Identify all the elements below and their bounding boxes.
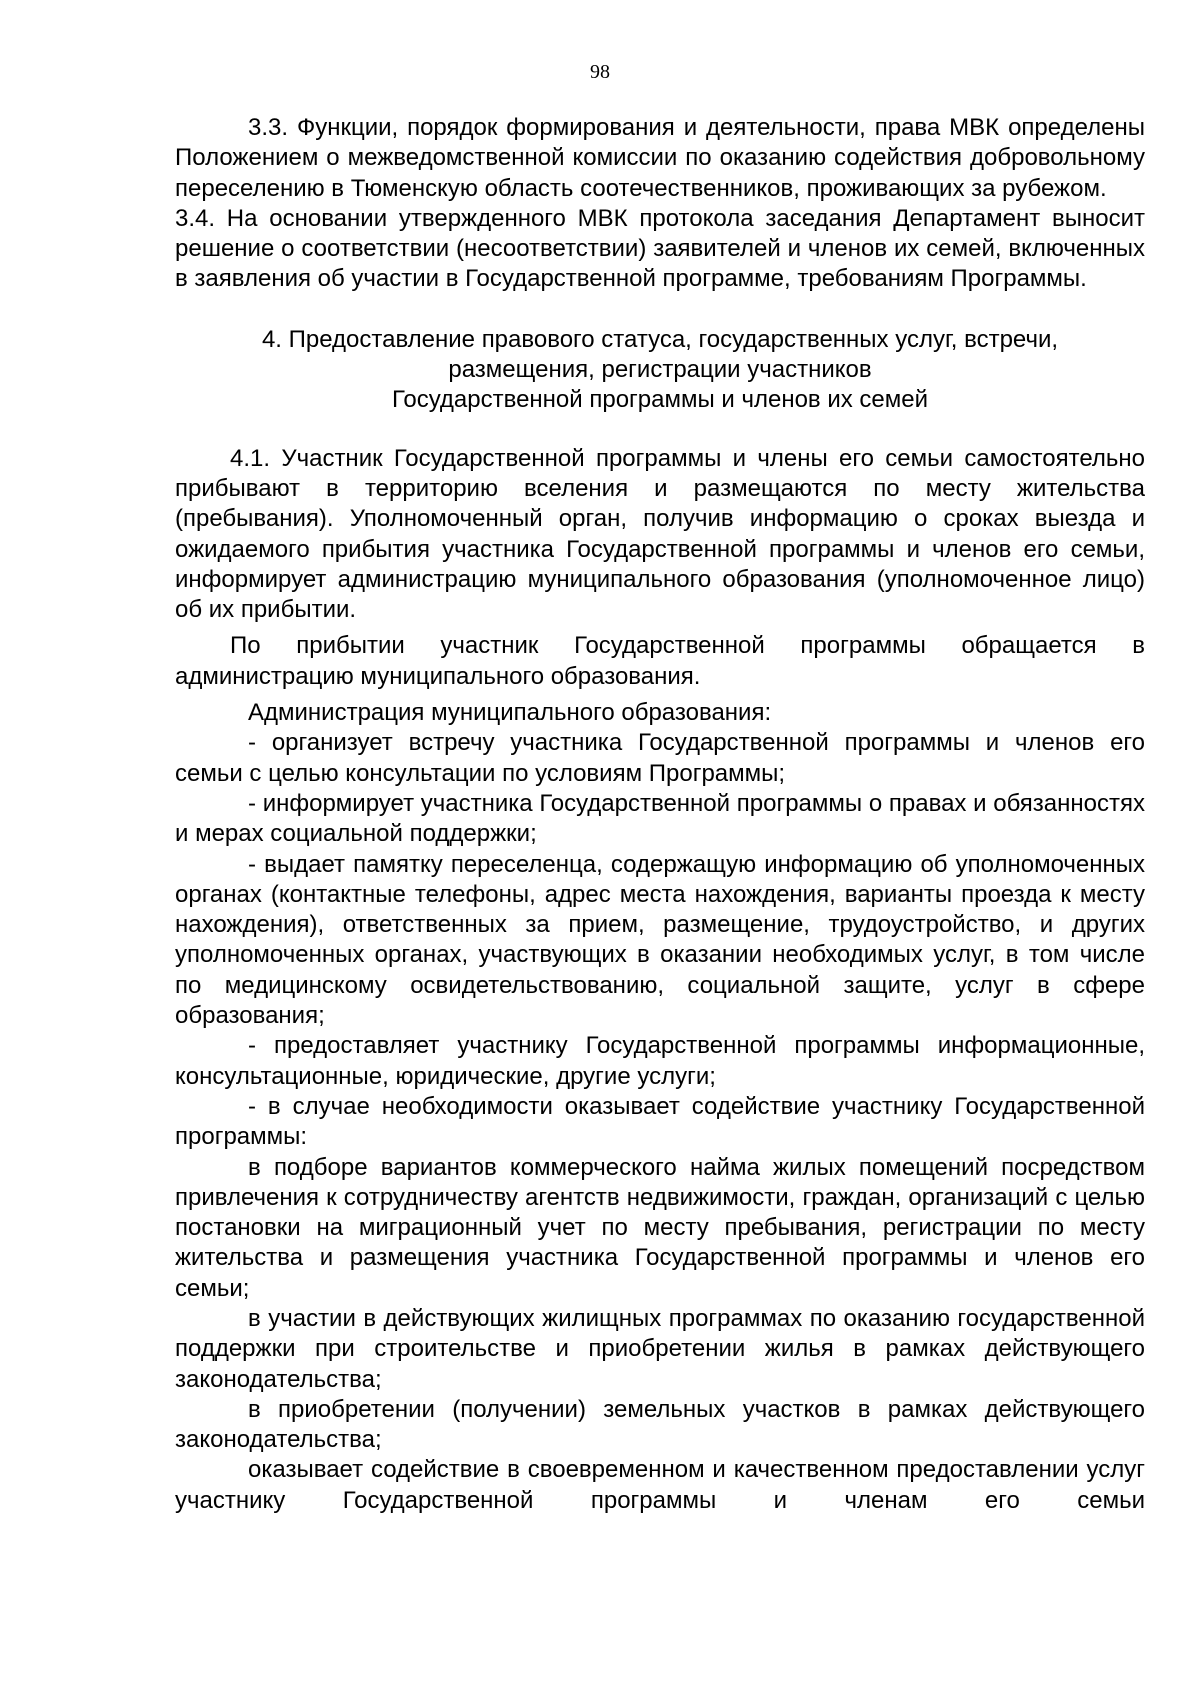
list-item: - предоставляет участнику Государственной программы информационные, консультационные, юридические, другие услуги;: [175, 1032, 1145, 1090]
list-item: - выдает памятку переселенца, содержащую информацию об уполномоченных органах (контактные телефоны, адрес места нахождения, варианты проезда к месту нахождения), ответственных за прием, размещение, трудоустройство, и других уполномоченных органах, участвующих в оказании необходимых услуг, в том числе по медицинскому освидетельствованию, социальной защите, услуг в сфере образования;: [175, 850, 1145, 1030]
paragraph-3-3: 3.3. Функции, порядок формирования и деятельности, права МВК определены Положением о межведомственной комиссии по оказанию содействия добровольному переселению в Тюменскую область соотечественников, проживающих за рубежом.: [175, 114, 1145, 202]
list-item: - информирует участника Государственной программы о правах и обязанностях и мерах социальной поддержки;: [175, 789, 1145, 848]
sub-list-item: в приобретении (получении) земельных участков в рамках действующего законодательства;: [175, 1395, 1145, 1454]
paragraph-4-1: 4.1. Участник Государственной программы и члены его семьи самостоятельно прибывают в территорию вселения и размещаются по месту жительства (пребывания). Уполномоченный орган, получив информацию о сроках выезда и ожидаемого прибытия участника Государственной программы и членов его семьи, информирует администрацию муниципального образования (уполномоченное лицо) об их прибытии.: [175, 444, 1145, 624]
list-item: - организует встречу участника Государственной программы и членов его семьи с целью консультации по условиям Программы;: [175, 729, 1145, 787]
assistance-sublist: [175, 1153, 1145, 1517]
paragraph-arrival: По прибытии участник Государственной программы обращается в администрацию муниципального образования.: [175, 632, 1145, 690]
paragraph-admin-intro: Администрация муниципального образования:: [248, 699, 772, 727]
admin-duties-list: [175, 728, 1145, 1152]
section-heading-line: 4. Предоставление правового статуса, государственных услуг, встречи,: [261, 325, 1059, 353]
spacer: [175, 416, 1145, 444]
list-item: - в случае необходимости оказывает содействие участнику Государственной программы:: [175, 1092, 1145, 1151]
sub-list-item: в подборе вариантов коммерческого найма жилых помещений посредством привлечения к сотрудничеству агентств недвижимости, граждан, организаций с целью постановки на миграционный учет по месту пребывания, регистрации по месту жительства и размещения участника Государственной программы и членов его семьи;: [175, 1153, 1145, 1302]
page-number: 98: [590, 61, 610, 83]
paragraph-3-4: 3.4. На основании утвержденного МВК протокола заседания Департамент выносит решение о соответствии (несоответствии) заявителей и членов их семей, включенных в заявления об участии в Государственной программе, требованиям Программы.: [175, 204, 1145, 293]
section-heading-line: Государственной программы и членов их семей: [391, 386, 929, 414]
sub-list-item: в участии в действующих жилищных программах по оказанию государственной поддержки при строительстве и приобретении жилья в рамках действующего законодательства;: [175, 1304, 1145, 1393]
sub-list-item: оказывает содействие в своевременном и качественном предоставлении услуг участнику Государственной программы и членам его семьи: [175, 1456, 1145, 1514]
section-heading-line: размещения, регистрации участников: [448, 356, 872, 384]
document-body: [175, 113, 1145, 1516]
spacer: [175, 295, 1145, 325]
section-4-heading: [175, 325, 1145, 416]
